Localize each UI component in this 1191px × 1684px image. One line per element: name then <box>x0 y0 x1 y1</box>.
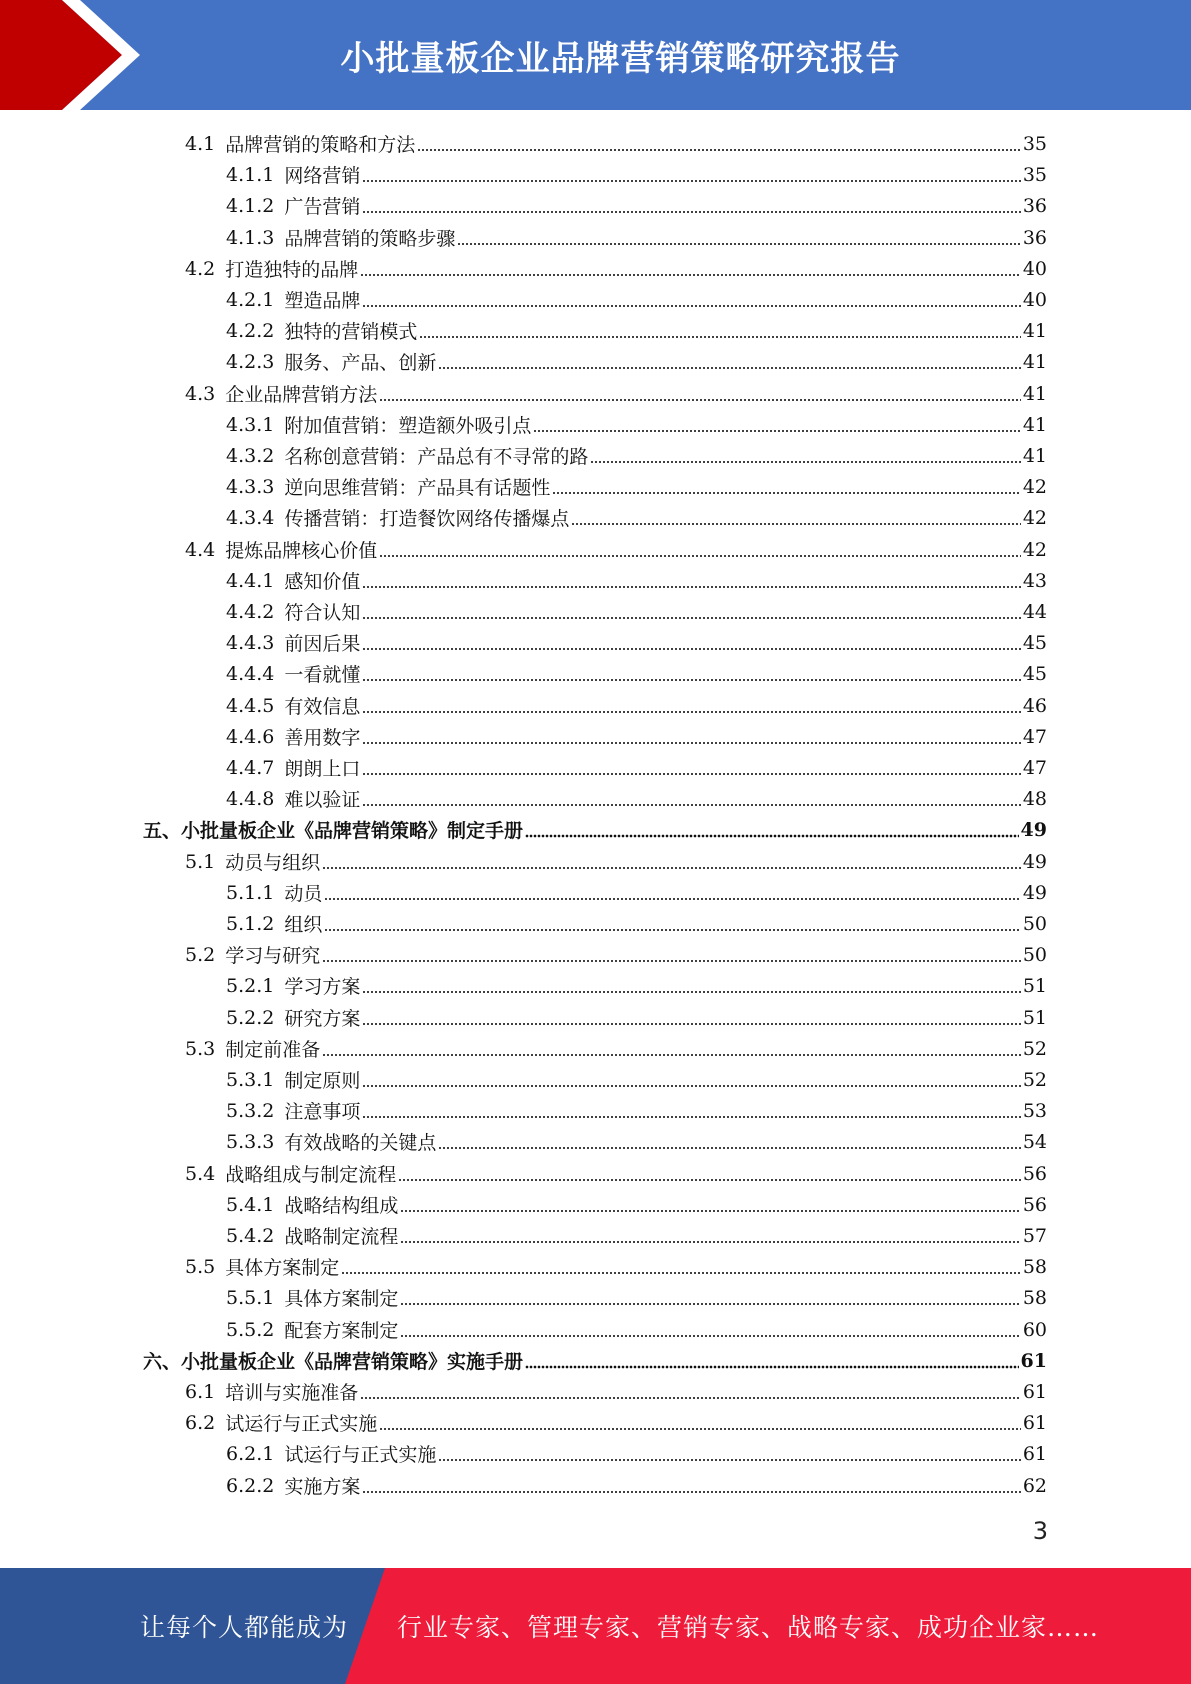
toc-entry-title: 感知价值 <box>284 571 361 593</box>
toc-entry-page: 49 <box>1020 818 1047 841</box>
toc-dot-leader <box>362 694 1020 714</box>
toc-entry-number: 4.4.1 <box>226 569 275 592</box>
toc-dot-leader <box>438 1442 1020 1462</box>
toc-entry-title: 前因后果 <box>284 633 361 655</box>
toc-entry-number: 5.3 <box>185 1037 216 1060</box>
toc-entry-number: 4.2.1 <box>226 288 275 311</box>
toc-entry[interactable] <box>226 658 1047 689</box>
toc-dot-leader <box>571 506 1020 526</box>
toc-entry-number: 6.2.1 <box>226 1442 275 1465</box>
toc-entry-title: 战略制定流程 <box>284 1226 399 1248</box>
toc-entry-number: 6.1 <box>185 1380 216 1403</box>
toc-entry-title: 网络营销 <box>284 165 361 187</box>
toc-dot-leader <box>362 662 1020 682</box>
toc-entry-number: 5.3.1 <box>226 1068 275 1091</box>
toc-dot-leader <box>525 818 1019 838</box>
toc-entry-page: 36 <box>1022 194 1047 217</box>
toc-entry-number: 4.3.4 <box>226 506 275 529</box>
toc-entry-page: 58 <box>1022 1255 1047 1278</box>
toc-entry-number: 5.1 <box>185 850 216 873</box>
toc-entry-number: 4.4.7 <box>226 756 275 779</box>
toc-entry-page: 42 <box>1022 538 1047 561</box>
toc-entry-title: 组织 <box>284 914 323 936</box>
toc-entry-page: 57 <box>1022 1224 1047 1247</box>
toc-entry-page: 58 <box>1022 1286 1047 1309</box>
toc-dot-leader <box>362 600 1020 620</box>
toc-entry[interactable] <box>185 378 1047 409</box>
toc-entry-page: 54 <box>1022 1130 1047 1153</box>
toc-dot-leader <box>525 1349 1019 1369</box>
toc-entry-number: 4.3.1 <box>226 413 275 436</box>
toc-entry-title: 具体方案制定 <box>225 1257 340 1279</box>
toc-entry-number: 6.2 <box>185 1411 216 1434</box>
toc-entry-title: 动员与组织 <box>225 852 321 874</box>
toc-entry-number: 5.1.1 <box>226 881 275 904</box>
toc-entry[interactable] <box>226 222 1047 253</box>
toc-entry-number: 4.1.3 <box>226 226 275 249</box>
toc-dot-leader <box>324 881 1020 901</box>
toc-entry-title: 制定原则 <box>284 1070 361 1092</box>
toc-entry-title: 五、小批量板企业《品牌营销策略》制定手册 <box>143 820 524 842</box>
toc-entry-page: 62 <box>1022 1474 1047 1497</box>
toc-entry[interactable] <box>226 752 1047 783</box>
toc-entry-title: 独特的营销模式 <box>284 321 418 343</box>
toc-entry-number: 4.1.2 <box>226 194 275 217</box>
toc-dot-leader <box>400 1224 1020 1244</box>
toc-entry[interactable] <box>226 1438 1047 1469</box>
toc-entry[interactable] <box>226 409 1047 440</box>
toc-entry-number: 4.4.5 <box>226 694 275 717</box>
toc-entry-number: 4.2.2 <box>226 319 275 342</box>
toc-dot-leader <box>322 943 1021 963</box>
toc-entry-page: 51 <box>1022 974 1047 997</box>
toc-entry-title: 善用数字 <box>284 727 361 749</box>
toc-entry-page: 40 <box>1022 288 1047 311</box>
toc-entry[interactable] <box>226 1064 1047 1095</box>
toc-entry-number: 4.4.8 <box>226 787 275 810</box>
toc-entry[interactable] <box>185 128 1047 159</box>
toc-entry-page: 41 <box>1022 413 1047 436</box>
toc-entry-number: 4.2 <box>185 257 216 280</box>
toc-entry-page: 56 <box>1022 1193 1047 1216</box>
toc-entry-page: 41 <box>1022 350 1047 373</box>
toc-entry-title: 试运行与正式实施 <box>225 1413 378 1435</box>
document-title: 小批量板企业品牌营销策略研究报告 <box>340 38 901 79</box>
toc-entry-number: 5.1.2 <box>226 912 275 935</box>
toc-entry[interactable] <box>185 253 1047 284</box>
toc-entry-page: 53 <box>1022 1099 1047 1122</box>
toc-entry-number: 6.2.2 <box>226 1474 275 1497</box>
toc-entry[interactable] <box>226 565 1047 596</box>
toc-dot-leader <box>362 756 1020 776</box>
toc-entry[interactable] <box>185 1251 1047 1282</box>
toc-dot-leader <box>362 725 1020 745</box>
toc-entry-page: 60 <box>1022 1318 1047 1341</box>
toc-dot-leader <box>341 1255 1021 1275</box>
toc-entry[interactable] <box>226 1095 1047 1126</box>
toc-entry-number: 4.4 <box>185 538 216 561</box>
toc-dot-leader <box>362 194 1020 214</box>
toc-entry[interactable] <box>226 596 1047 627</box>
toc-dot-leader <box>438 1130 1020 1150</box>
toc-entry-title: 朗朗上口 <box>284 758 361 780</box>
toc-entry-page: 44 <box>1022 600 1047 623</box>
toc-entry-title: 培训与实施准备 <box>225 1382 359 1404</box>
page-footer <box>0 1568 1191 1684</box>
toc-entry-title: 学习方案 <box>284 976 361 998</box>
toc-dot-leader <box>398 1162 1021 1182</box>
toc-entry-page: 52 <box>1022 1068 1047 1091</box>
toc-entry-number: 4.3.2 <box>226 444 275 467</box>
toc-entry-page: 45 <box>1022 662 1047 685</box>
toc-entry[interactable] <box>185 1376 1047 1407</box>
toc-dot-leader <box>379 538 1021 558</box>
toc-dot-leader <box>379 1411 1021 1431</box>
toc-entry-page: 52 <box>1022 1037 1047 1060</box>
toc-entry-title: 制定前准备 <box>225 1039 321 1061</box>
toc-entry-title: 六、小批量板企业《品牌营销策略》实施手册 <box>143 1351 524 1373</box>
toc-dot-leader <box>362 974 1020 994</box>
toc-chapter-entry[interactable] <box>143 1345 1047 1376</box>
toc-entry[interactable] <box>226 690 1047 721</box>
toc-entry[interactable] <box>185 534 1047 565</box>
toc-entry-number: 5.3.3 <box>226 1130 275 1153</box>
header-arrow-decoration <box>0 0 160 110</box>
toc-dot-leader <box>360 1380 1021 1400</box>
toc-entry-page: 45 <box>1022 631 1047 654</box>
toc-entry[interactable] <box>226 627 1047 658</box>
toc-entry-number: 4.4.3 <box>226 631 275 654</box>
toc-dot-leader <box>438 350 1020 370</box>
toc-entry-number: 4.3.3 <box>226 475 275 498</box>
toc-entry-page: 42 <box>1022 475 1047 498</box>
toc-entry[interactable] <box>226 284 1047 315</box>
toc-dot-leader <box>417 132 1021 152</box>
toc-entry-title: 有效信息 <box>284 696 361 718</box>
toc-entry-page: 41 <box>1022 444 1047 467</box>
toc-entry-title: 难以验证 <box>284 789 361 811</box>
toc-entry-title: 注意事项 <box>284 1101 361 1123</box>
toc-entry-page: 49 <box>1022 881 1047 904</box>
toc-entry-page: 36 <box>1022 226 1047 249</box>
toc-entry[interactable] <box>226 440 1047 471</box>
toc-dot-leader <box>533 413 1020 433</box>
toc-entry[interactable] <box>226 1470 1047 1501</box>
toc-entry-number: 5.4.1 <box>226 1193 275 1216</box>
toc-entry-number: 5.5.2 <box>226 1318 275 1341</box>
footer-slogan-right: 行业专家、管理专家、营销专家、战略专家、成功企业家…… <box>397 1613 1100 1642</box>
toc-entry-title: 提炼品牌核心价值 <box>225 540 378 562</box>
toc-entry-title: 逆向思维营销：产品具有话题性 <box>284 477 551 499</box>
toc-dot-leader <box>322 850 1021 870</box>
toc-entry-number: 5.5 <box>185 1255 216 1278</box>
toc-entry-page: 48 <box>1022 787 1047 810</box>
toc-entry-page: 40 <box>1022 257 1047 280</box>
toc-entry[interactable] <box>226 721 1047 752</box>
toc-dot-leader <box>360 257 1021 277</box>
toc-entry-title: 附加值营销：塑造额外吸引点 <box>284 415 532 437</box>
toc-entry-page: 51 <box>1022 1006 1047 1029</box>
toc-entry-number: 4.4.2 <box>226 600 275 623</box>
toc-entry-title: 符合认知 <box>284 602 361 624</box>
toc-entry-title: 配套方案制定 <box>284 1320 399 1342</box>
page-header <box>0 0 1191 110</box>
toc-dot-leader <box>400 1318 1020 1338</box>
toc-entry[interactable] <box>185 1407 1047 1438</box>
toc-entry[interactable] <box>226 1282 1047 1313</box>
toc-entry[interactable] <box>226 877 1047 908</box>
toc-entry-page: 61 <box>1022 1442 1047 1465</box>
toc-entry-number: 5.4.2 <box>226 1224 275 1247</box>
toc-entry-title: 名称创意营销：产品总有不寻常的路 <box>284 446 589 468</box>
toc-dot-leader <box>457 226 1020 246</box>
toc-entry-title: 打造独特的品牌 <box>225 259 359 281</box>
toc-entry[interactable] <box>226 908 1047 939</box>
toc-entry[interactable] <box>226 970 1047 1001</box>
toc-dot-leader <box>322 1037 1021 1057</box>
toc-entry-page: 42 <box>1022 506 1047 529</box>
toc-entry[interactable] <box>226 190 1047 221</box>
toc-dot-leader <box>362 1006 1020 1026</box>
toc-entry-title: 品牌营销的策略步骤 <box>284 228 456 250</box>
toc-dot-leader <box>400 1286 1020 1306</box>
toc-entry-number: 5.2.1 <box>226 974 275 997</box>
toc-dot-leader <box>362 787 1020 807</box>
toc-dot-leader <box>362 1474 1020 1494</box>
toc-entry-title: 一看就懂 <box>284 664 361 686</box>
toc-entry-page: 41 <box>1022 382 1047 405</box>
toc-entry-page: 61 <box>1022 1380 1047 1403</box>
toc-entry-title: 学习与研究 <box>225 945 321 967</box>
toc-dot-leader <box>362 569 1020 589</box>
toc-entry-title: 企业品牌营销方法 <box>225 384 378 406</box>
toc-entry-title: 战略组成与制定流程 <box>225 1164 397 1186</box>
toc-entry[interactable] <box>226 1189 1047 1220</box>
toc-dot-leader <box>362 631 1020 651</box>
toc-entry-page: 46 <box>1022 694 1047 717</box>
toc-entry[interactable] <box>226 783 1047 814</box>
toc-dot-leader <box>362 163 1020 183</box>
footer-slogan-left: 让每个人都能成为 <box>140 1613 349 1642</box>
toc-entry[interactable] <box>226 1314 1047 1345</box>
toc-chapter-entry[interactable] <box>143 814 1047 845</box>
toc-entry[interactable] <box>226 346 1047 377</box>
toc-entry-number: 5.2 <box>185 943 216 966</box>
toc-entry[interactable] <box>226 1220 1047 1251</box>
toc-entry-number: 4.2.3 <box>226 350 275 373</box>
toc-dot-leader <box>324 912 1020 932</box>
toc-entry-number: 4.4.4 <box>226 662 275 685</box>
toc-entry[interactable] <box>226 502 1047 533</box>
toc-entry-page: 41 <box>1022 319 1047 342</box>
toc-entry-title: 具体方案制定 <box>284 1288 399 1310</box>
toc-dot-leader <box>400 1193 1020 1213</box>
toc-entry-title: 品牌营销的策略和方法 <box>225 134 416 156</box>
toc-entry-page: 35 <box>1022 163 1047 186</box>
toc-entry-title: 有效战略的关键点 <box>284 1132 437 1154</box>
toc-entry[interactable] <box>226 1126 1047 1157</box>
toc-entry[interactable] <box>185 846 1047 877</box>
toc-entry-title: 塑造品牌 <box>284 290 361 312</box>
toc-entry-page: 43 <box>1022 569 1047 592</box>
toc-entry[interactable] <box>226 1002 1047 1033</box>
toc-entry[interactable] <box>226 159 1047 190</box>
toc-entry-title: 动员 <box>284 883 323 905</box>
toc-entry-page: 47 <box>1022 725 1047 748</box>
toc-entry-number: 5.3.2 <box>226 1099 275 1122</box>
toc-dot-leader <box>590 444 1020 464</box>
toc-entry[interactable] <box>185 1158 1047 1189</box>
toc-dot-leader <box>419 319 1020 339</box>
toc-entry-title: 研究方案 <box>284 1008 361 1030</box>
toc-entry-page: 35 <box>1022 132 1047 155</box>
toc-entry-page: 49 <box>1022 850 1047 873</box>
toc-entry[interactable] <box>226 471 1047 502</box>
toc-dot-leader <box>362 288 1020 308</box>
toc-dot-leader <box>362 1099 1020 1119</box>
toc-entry-title: 广告营销 <box>284 196 361 218</box>
toc-dot-leader <box>362 1068 1020 1088</box>
toc-entry[interactable] <box>226 315 1047 346</box>
toc-entry[interactable] <box>185 939 1047 970</box>
toc-entry-page: 56 <box>1022 1162 1047 1185</box>
toc-entry-number: 4.1.1 <box>226 163 275 186</box>
toc-entry-number: 4.3 <box>185 382 216 405</box>
toc-entry-page: 61 <box>1020 1349 1047 1372</box>
toc-entry-number: 5.2.2 <box>226 1006 275 1029</box>
toc-entry-title: 实施方案 <box>284 1476 361 1498</box>
toc-entry-title: 试运行与正式实施 <box>284 1444 437 1466</box>
toc-entry[interactable] <box>185 1033 1047 1064</box>
toc-entry-page: 50 <box>1022 912 1047 935</box>
toc-entry-number: 4.4.6 <box>226 725 275 748</box>
toc-dot-leader <box>552 475 1020 495</box>
page-number: 3 <box>1032 1517 1048 1545</box>
toc-entry-number: 5.5.1 <box>226 1286 275 1309</box>
toc-entry-page: 47 <box>1022 756 1047 779</box>
toc-entry-title: 服务、产品、创新 <box>284 352 437 374</box>
toc-entry-title: 战略结构组成 <box>284 1195 399 1217</box>
toc-entry-number: 4.1 <box>185 132 216 155</box>
toc-entry-page: 61 <box>1022 1411 1047 1434</box>
toc-entry-title: 传播营销：打造餐饮网络传播爆点 <box>284 508 570 530</box>
toc-dot-leader <box>379 382 1021 402</box>
toc-entry-page: 50 <box>1022 943 1047 966</box>
toc-entry-number: 5.4 <box>185 1162 216 1185</box>
